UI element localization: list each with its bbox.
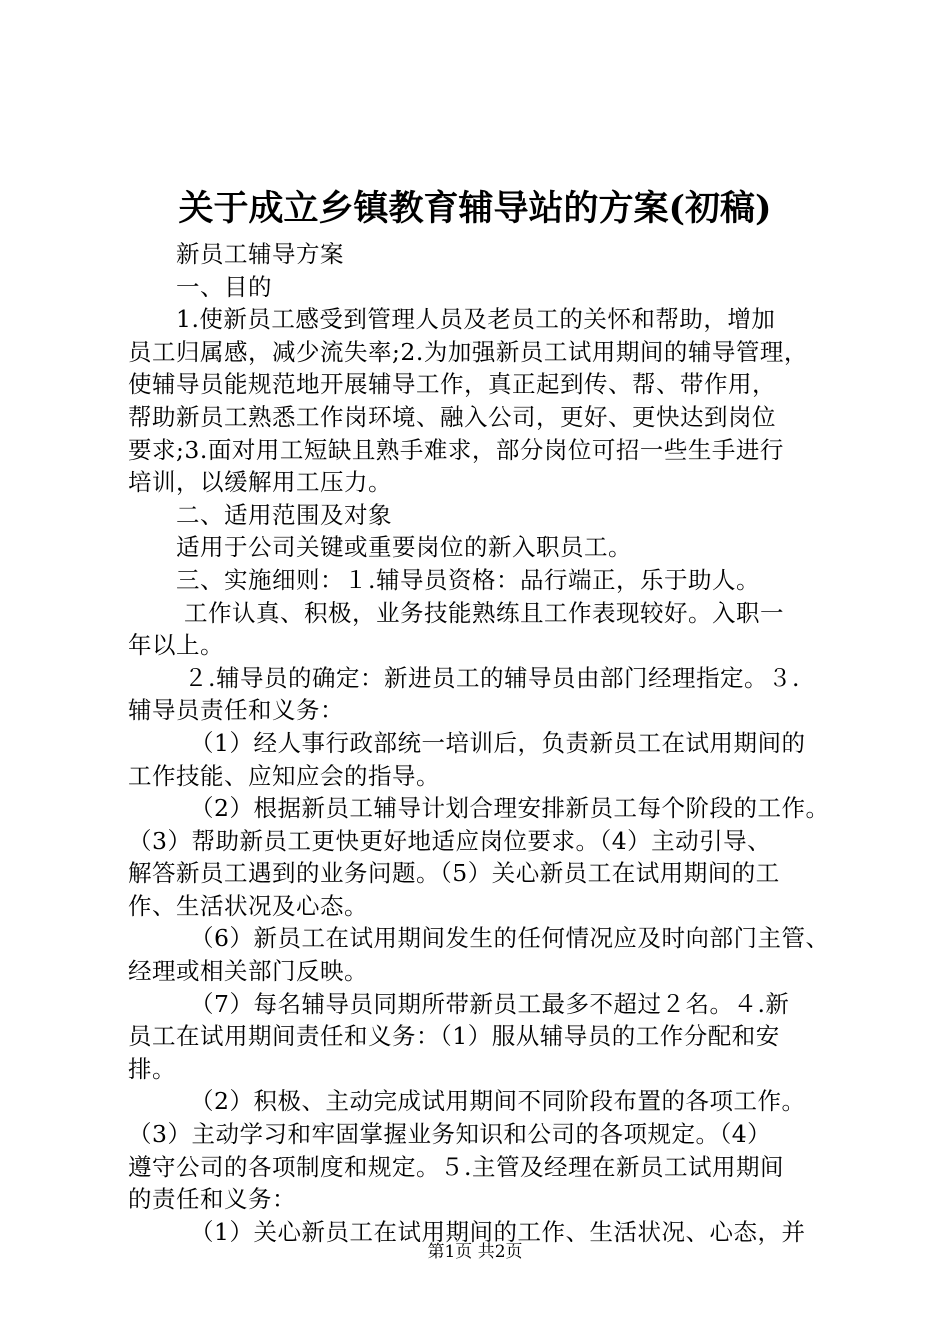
- paragraph-line: 员工归属感，减少流失率;2.为加强新员工试用期间的辅导管理，: [128, 337, 808, 366]
- paragraph-line: 工作认真、积极，业务技能熟练且工作表现较好。入职一: [184, 598, 784, 627]
- document-title: 关于成立乡镇教育辅导站的方案(初稿): [178, 188, 772, 229]
- page-number: 第1页 共2页: [427, 1242, 523, 1262]
- paragraph-line: 遵守公司的各项制度和规定。５.主管及经理在新员工试用期间: [128, 1152, 784, 1181]
- paragraph-line: 工作技能、应知应会的指导。: [128, 761, 440, 790]
- paragraph-line: 1.使新员工感受到管理人员及老员工的关怀和帮助，增加: [176, 305, 776, 334]
- paragraph-line: 培训，以缓解用工压力。: [128, 468, 392, 497]
- paragraph-line: 辅导员责任和义务：: [128, 696, 344, 725]
- paragraph-line: 三、实施细则：１.辅导员资格：品行端正，乐于助人。: [176, 565, 760, 594]
- paragraph-line: 使辅导员能规范地开展辅导工作，真正起到传、帮、带作用，: [128, 370, 776, 399]
- paragraph-line: ２.辅导员的确定：新进员工的辅导员由部门经理指定。３.: [184, 663, 800, 692]
- paragraph-line: 解答新员工遇到的业务问题。（5）关心新员工在试用期间的工: [128, 859, 780, 888]
- paragraph-line: 经理或相关部门反映。: [128, 957, 368, 986]
- paragraph-line: 要求;3.面对用工短缺且熟手难求，部分岗位可招一些生手进行: [128, 435, 784, 464]
- paragraph-line: （6）新员工在试用期间发生的任何情况应及时向部门主管、: [190, 924, 830, 953]
- paragraph-line: 帮助新员工熟悉工作岗环境、融入公司，更好、更快达到岗位: [128, 402, 776, 431]
- paragraph-line: （1）关心新员工在试用期间的工作、生活状况、心态，并: [190, 1217, 806, 1246]
- paragraph-line: （7）每名辅导员同期所带新员工最多不超过２名。４.新: [190, 989, 790, 1018]
- paragraph-line: 员工在试用期间责任和义务：（1）服从辅导员的工作分配和安: [128, 1022, 780, 1051]
- paragraph-line: 排。: [128, 1054, 176, 1083]
- paragraph-line: （1）经人事行政部统一培训后，负责新员工在试用期间的: [190, 728, 806, 757]
- document-body: [128, 238, 834, 1248]
- paragraph-line: 一、目的: [176, 272, 272, 301]
- paragraph-line: 作、生活状况及心态。: [128, 891, 368, 920]
- paragraph-line: 新员工辅导方案: [176, 240, 344, 268]
- paragraph-line: （3）主动学习和牢固掌握业务知识和公司的各项规定。（4）: [128, 1120, 772, 1149]
- paragraph-line: （2）根据新员工辅导计划合理安排新员工每个阶段的工作。: [190, 794, 830, 823]
- paragraph-line: 的责任和义务：: [128, 1185, 296, 1214]
- paragraph-line: （3）帮助新员工更快更好地适应岗位要求。（4）主动引导、: [128, 826, 772, 855]
- paragraph-line: 年以上。: [128, 631, 224, 660]
- paragraph-line: 二、适用范围及对象: [176, 500, 392, 529]
- paragraph-line: 适用于公司关键或重要岗位的新入职员工。: [176, 533, 632, 562]
- paragraph-line: （2）积极、主动完成试用期间不同阶段布置的各项工作。: [190, 1087, 806, 1116]
